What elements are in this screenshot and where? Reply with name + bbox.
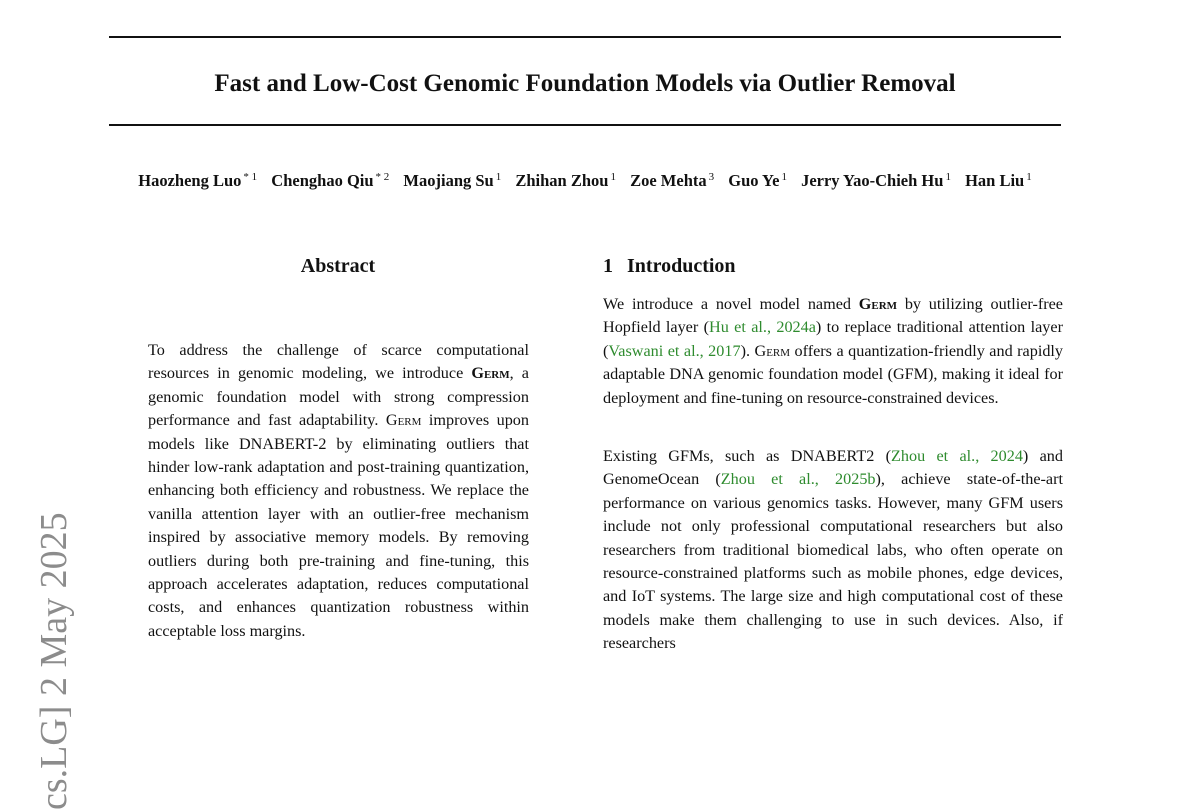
- title-rule-top: [109, 36, 1061, 38]
- author-affiliation: 1: [610, 170, 616, 183]
- author-affiliation: 1: [495, 170, 502, 183]
- author-name: Haozheng Luo: [138, 171, 242, 190]
- author-affiliation: 3: [708, 170, 715, 183]
- model-name: Germ: [754, 341, 791, 360]
- author-affiliation: * 2: [375, 170, 390, 183]
- abstract-body: To address the challenge of scarce computational resources in genomic modeling, we introduce Germ, a genomic foundation model with strong compression performance and fast adaptability. Germ improves upon models like DNABERT-2 by eliminating outliers that hinder low-rank adaptation and post-training quantization, enhancing both efficiency and robustness. We replace the vanilla attention layer with an outlier-free mechanism inspired by associative memory models. By removing outliers during both pre-training and fine-tuning, this approach accelerates adaptation, reduces computational costs, and enhances quantization robustness within acceptable loss margins.: [148, 341, 529, 640]
- citation-link[interactable]: Vaswani et al., 2017: [608, 341, 741, 360]
- author-name: Zhihan Zhou: [515, 171, 609, 190]
- author: [138, 171, 257, 190]
- author-name: Chenghao Qiu: [271, 171, 374, 190]
- citation-link[interactable]: Zhou et al., 2025b: [720, 470, 876, 489]
- section-title: Introduction: [627, 255, 736, 277]
- author-name: Jerry Yao-Chieh Hu: [801, 171, 944, 190]
- model-name: Germ: [858, 295, 898, 313]
- author: [965, 171, 1032, 190]
- model-name: Germ: [471, 364, 510, 383]
- intro-paragraph-2: Existing GFMs, such as DNABERT2 (Zhou et al., 2024) and GenomeOcean (Zhou et al., 2025b), achieve state-of-the-art performance on various genomics tasks. However, many GFM users include not only professional computational researchers but also researchers from traditional biomedical labs, who often operate on resource-constrained platforms such as mobile phones, edge devices, and IoT systems. The large size and high computational cost of these models make them challenging to use in such devices. Also, if researchers: [603, 447, 1063, 653]
- citation-link[interactable]: Hu et al., 2024a: [709, 318, 816, 337]
- author: [515, 171, 616, 190]
- author-name: Guo Ye: [728, 171, 780, 190]
- paper-title: Fast and Low-Cost Genomic Foundation Models via Outlier Removal: [214, 70, 956, 97]
- author: [403, 171, 501, 190]
- author-name: Zoe Mehta: [630, 171, 707, 190]
- title-rule-bottom: [109, 124, 1061, 126]
- author-affiliation: 1: [781, 170, 787, 183]
- author-affiliation: 1: [945, 170, 951, 183]
- author: [801, 171, 951, 190]
- section-heading-introduction: [603, 254, 736, 278]
- author: [728, 171, 787, 190]
- author-list: [100, 170, 1070, 192]
- arxiv-stamp: cs.LG] 2 May 2025: [33, 512, 75, 810]
- intro-paragraph-1: We introduce a novel model named Germ by utilizing outlier-free Hopfield layer (Hu et al., 2024a) to replace traditional attention layer (Vaswani et al., 2017). Germ offers a quantization-friendly and rapidly adaptable DNA genomic foundation model (GFM), making it ideal for deployment and fine-tuning on resource-constrained devices.: [603, 295, 1064, 407]
- model-name: Germ: [385, 411, 422, 430]
- citation-link[interactable]: Zhou et al., 2024: [891, 447, 1023, 465]
- abstract-heading: Abstract: [300, 255, 376, 277]
- author-name: Maojiang Su: [403, 171, 494, 190]
- author: [271, 171, 389, 190]
- author-name: Han Liu: [965, 171, 1025, 190]
- author-affiliation: * 1: [243, 170, 258, 183]
- author: [630, 171, 714, 190]
- author-affiliation: 1: [1026, 170, 1032, 183]
- section-number: 1: [603, 255, 613, 277]
